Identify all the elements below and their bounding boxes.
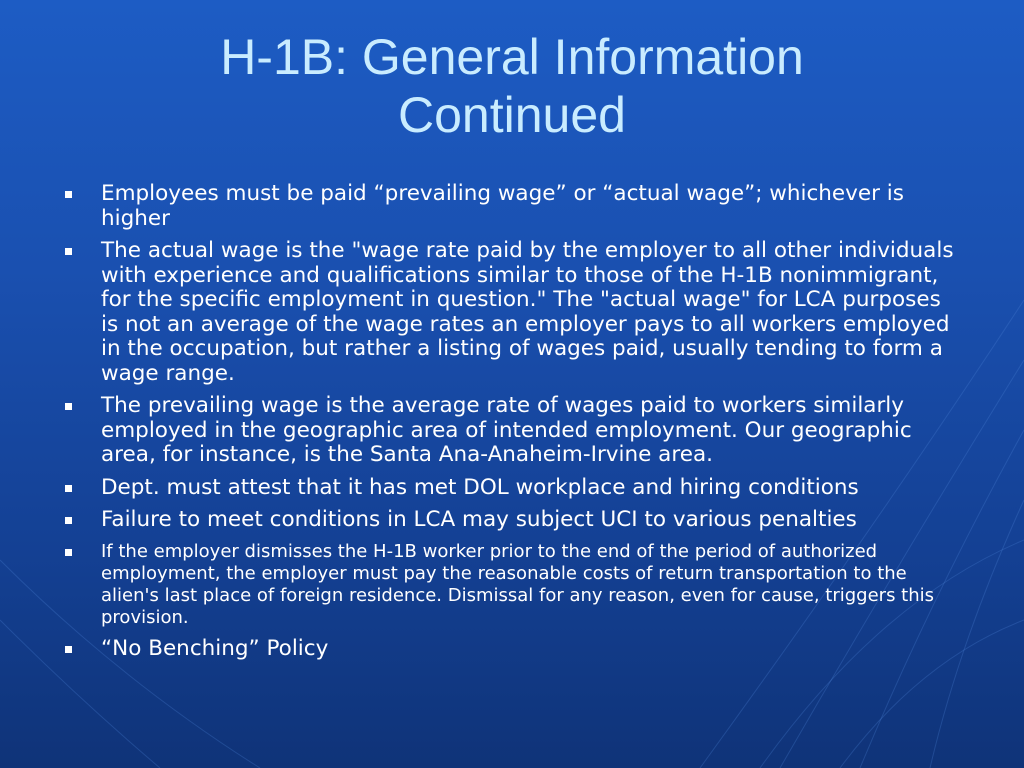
square-bullet-icon bbox=[65, 191, 72, 198]
square-bullet-icon bbox=[65, 248, 72, 255]
bullet-text: “No Benching” Policy bbox=[101, 635, 329, 661]
bullet-text: The prevailing wage is the average rate of wages paid to workers similarly employed in the geographic area of intended employment. Our geographic area, for instance, is the Santa Ana-Anaheim-Irvine area. bbox=[101, 393, 912, 467]
slide-title bbox=[0, 28, 1024, 144]
square-bullet-icon bbox=[65, 485, 72, 492]
title-line-2: Continued bbox=[398, 87, 626, 143]
bullet-item bbox=[62, 394, 962, 468]
bullet-item bbox=[62, 239, 962, 386]
square-bullet-icon bbox=[65, 403, 72, 410]
bullet-item bbox=[62, 508, 962, 533]
bullet-text: Employees must be paid “prevailing wage” or “actual wage”; whichever is higher bbox=[101, 181, 904, 231]
square-bullet-icon bbox=[65, 517, 72, 524]
bullet-list bbox=[62, 182, 962, 669]
bullet-text: If the employer dismisses the H-1B worker prior to the end of the period of authorized employment, the employer must pay the reasonable costs of return transportation to the alien's last place of foreign residence. Dismissal for any reason, even for cause, triggers this provision. bbox=[101, 540, 935, 628]
bullet-item bbox=[62, 182, 962, 231]
bullet-item bbox=[62, 541, 962, 629]
bullet-text: Dept. must attest that it has met DOL workplace and hiring conditions bbox=[101, 474, 859, 500]
bullet-item bbox=[62, 637, 962, 662]
square-bullet-icon bbox=[65, 549, 72, 556]
square-bullet-icon bbox=[65, 646, 72, 653]
bullet-text: Failure to meet conditions in LCA may subject UCI to various penalties bbox=[101, 507, 857, 532]
bullet-text: The actual wage is the "wage rate paid by the employer to all other individuals with experience and qualifications similar to those of the H-1B nonimmigrant, for the specific employment in question." The "actual wage" for LCA purposes is not an average of the wage rates an employer pays to all workers employed in the occupation, but rather a listing of wages paid, usually tending to form a wage range. bbox=[101, 238, 954, 386]
title-line-1: H-1B: General Information bbox=[220, 29, 804, 85]
bullet-item bbox=[62, 476, 962, 501]
